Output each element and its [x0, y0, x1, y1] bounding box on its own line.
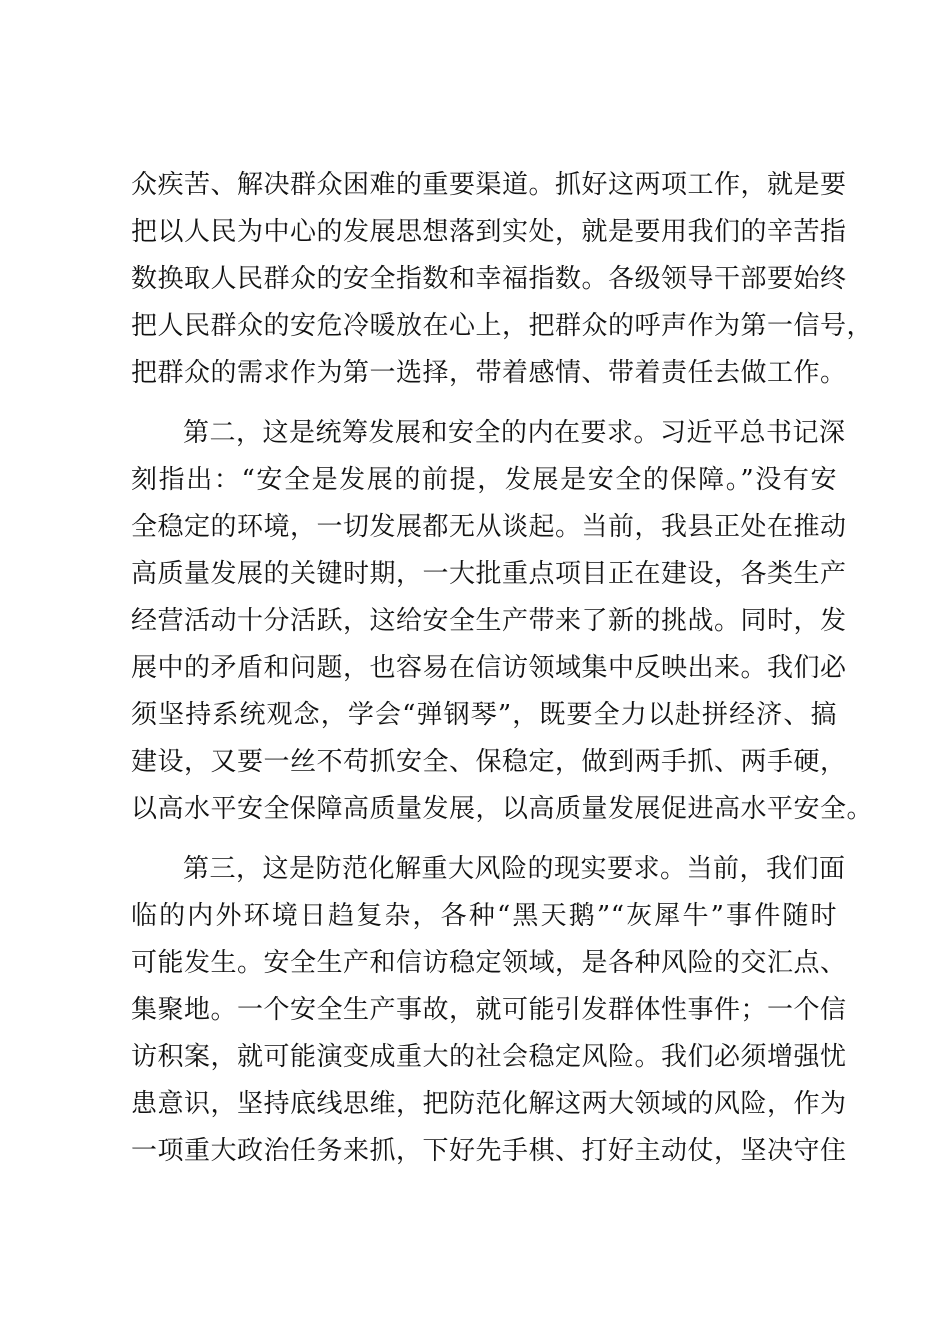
text-line: 第三，这是防范化解重大风险的现实要求。当前，我们面 [183, 854, 846, 884]
text-line: 集聚地。一个安全生产事故，就可能引发群体性事件；一个信 [131, 995, 847, 1025]
text-line: 展中的矛盾和问题，也容易在信访领域集中反映出来。我们必 [131, 653, 847, 683]
text-line: 经营活动十分活跃，这给安全生产带来了新的挑战。同时，发 [131, 606, 847, 636]
text-line: 把群众的需求作为第一选择，带着感情、带着责任去做工作。 [131, 358, 847, 388]
text-line: 刻指出：“安全是发展的前提，发展是安全的保障。”没有安 [131, 465, 837, 495]
text-line: 把以人民为中心的发展思想落到实处，就是要用我们的辛苦指 [131, 217, 847, 247]
text-line: 临的内外环境日趋复杂，各种“黑天鹅”“灰犀牛”事件随时 [131, 901, 837, 931]
text-line: 建设，又要一丝不苟抓安全、保稳定，做到两手抓、两手硬， [131, 747, 847, 777]
text-line: 数换取人民群众的安全指数和幸福指数。各级领导干部要始终 [131, 264, 847, 294]
text-line: 众疾苦、解决群众困难的重要渠道。抓好这两项工作，就是要 [131, 170, 847, 200]
text-line: 患意识，坚持底线思维，把防范化解这两大领域的风险，作为 [131, 1089, 847, 1119]
document-body [131, 162, 874, 1188]
text-line: 高质量发展的关键时期，一大批重点项目正在建设，各类生产 [131, 559, 847, 589]
text-line: 须坚持系统观念，学会“弹钢琴”，既要全力以赴拼经济、搞 [131, 700, 837, 730]
text-line: 以高水平安全保障高质量发展，以高质量发展促进高水平安全。 [131, 794, 874, 824]
text-line: 访积案，就可能演变成重大的社会稳定风险。我们必须增强忧 [131, 1042, 847, 1072]
text-line: 第二，这是统筹发展和安全的内在要求。习近平总书记深 [183, 418, 846, 448]
text-line: 全稳定的环境，一切发展都无从谈起。当前，我县正处在推动 [131, 512, 847, 542]
paragraph-2 [131, 410, 874, 833]
paragraph-1 [131, 162, 874, 397]
text-line: 可能发生。安全生产和信访稳定领域，是各种风险的交汇点、 [131, 948, 847, 978]
text-line: 把人民群众的安危冷暖放在心上，把群众的呼声作为第一信号， [131, 311, 874, 341]
paragraph-3 [131, 846, 847, 1175]
text-line: 一项重大政治任务来抓，下好先手棋、打好主动仗，坚决守住 [131, 1136, 847, 1166]
